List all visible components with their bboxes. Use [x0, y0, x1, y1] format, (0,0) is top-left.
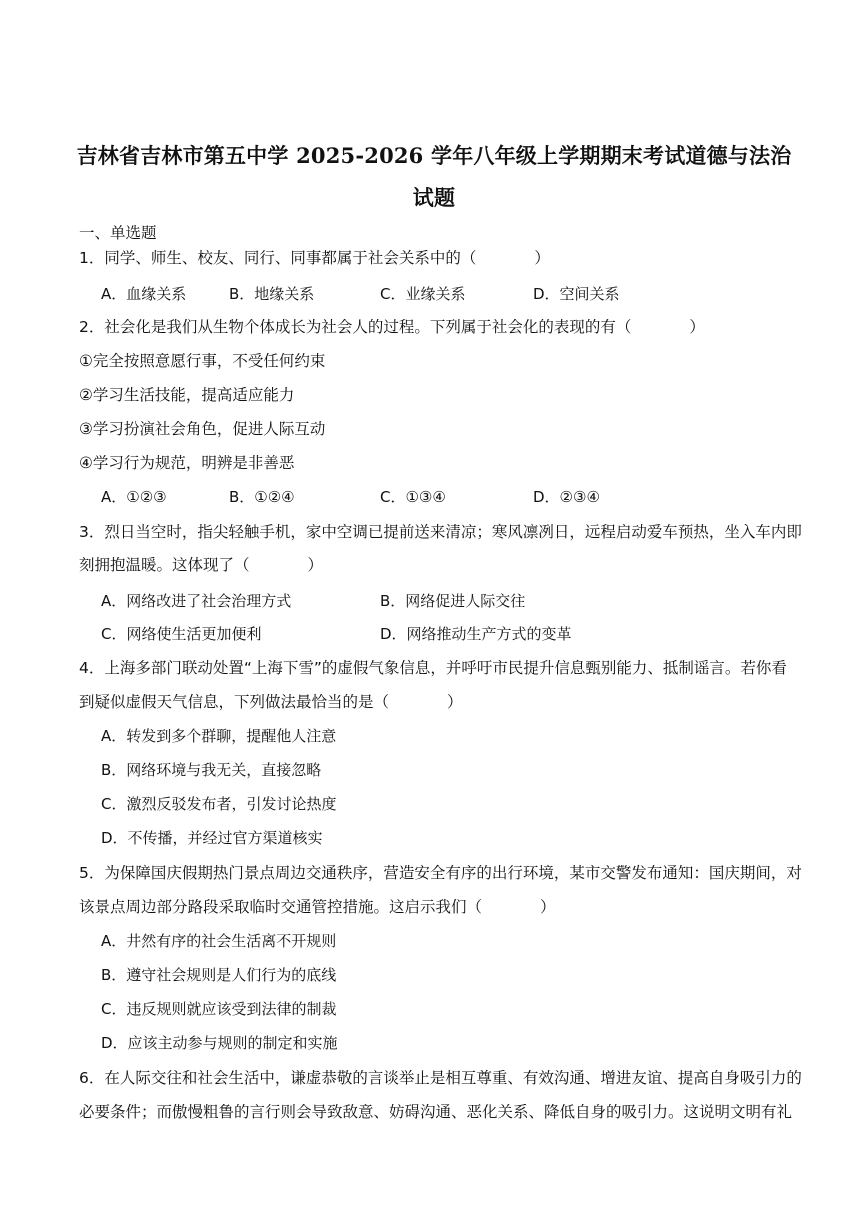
question-5-stem-line2: 该景点周边部分路段采取临时交通管控措施。这启示我们（ ）: [79, 898, 556, 916]
question-2-option-b: B．①②④: [229, 488, 295, 506]
question-4-option-c: C．激烈反驳发布者，引发讨论热度: [101, 795, 337, 813]
question-5-option-b: B．遵守社会规则是人们行为的底线: [101, 966, 337, 984]
question-2-item-3: ③学习扮演社会角色，促进人际互动: [79, 420, 326, 438]
question-2-option-d: D．②③④: [533, 488, 600, 506]
question-4-option-a: A．转发到多个群聊，提醒他人注意: [101, 727, 337, 745]
question-4-stem-line2: 到疑似虚假天气信息，下列做法最恰当的是（ ）: [79, 693, 463, 711]
question-3-stem-line1: 3．烈日当空时，指尖轻触手机，家中空调已提前送来清凉；寒风凛冽日，远程启动爱车预热，坐入车内即: [79, 523, 802, 541]
question-2-stem: 2．社会化是我们从生物个体成长为社会人的过程。下列属于社会化的表现的有（ ）: [79, 318, 705, 336]
question-1-option-d: D．空间关系: [533, 285, 620, 303]
question-3-option-a: A．网络改进了社会治理方式: [101, 592, 292, 610]
exam-title-line2: 试题: [412, 185, 456, 210]
question-5-option-d: D．应该主动参与规则的制定和实施: [101, 1034, 338, 1052]
exam-title-line1: 吉林省吉林市第五中学 2025-2026 学年八年级上学期期末考试道德与法治: [76, 143, 792, 168]
question-2-option-c: C．①③④: [380, 488, 446, 506]
question-1-option-b: B．地缘关系: [229, 285, 315, 303]
question-3-option-b: B．网络促进人际交往: [380, 592, 526, 610]
question-2-option-a: A．①②③: [101, 488, 167, 506]
question-4-stem-line1: 4．上海多部门联动处置“上海下雪”的虚假气象信息，并呼吁市民提升信息甄别能力、抵制谣言。若你看: [79, 659, 787, 677]
question-5-option-a: A．井然有序的社会生活离不开规则: [101, 932, 337, 950]
question-6-stem-line2: 必要条件；而傲慢粗鲁的言行则会导致敌意、妨碍沟通、恶化关系、降低自身的吸引力。这说明文明有礼: [79, 1103, 793, 1121]
question-1-stem: 1．同学、师生、校友、同行、同事都属于社会关系中的（ ）: [79, 249, 550, 267]
question-2-item-4: ④学习行为规范，明辨是非善恶: [79, 454, 295, 472]
question-5-option-c: C．违反规则就应该受到法律的制裁: [101, 1000, 337, 1018]
question-1-option-c: C．业缘关系: [380, 285, 466, 303]
question-3-stem-line2: 刻拥抱温暖。这体现了（ ）: [79, 556, 324, 574]
question-2-item-1: ①完全按照意愿行事，不受任何约束: [79, 352, 326, 370]
question-3-option-d: D．网络推动生产方式的变革: [380, 625, 572, 643]
question-1-option-a: A．血缘关系: [101, 285, 187, 303]
question-4-option-d: D．不传播，并经过官方渠道核实: [101, 829, 323, 847]
question-6-stem-line1: 6．在人际交往和社会生活中，谦虚恭敬的言谈举止是相互尊重、有效沟通、增进友谊、提高自身吸引力的: [79, 1069, 802, 1087]
question-4-option-b: B．网络环境与我无关，直接忽略: [101, 761, 322, 779]
section-heading: 一、单选题: [79, 224, 157, 242]
question-5-stem-line1: 5．为保障国庆假期热门景点周边交通秩序，营造安全有序的出行环境，某市交警发布通知：国庆期间，对: [79, 864, 802, 882]
question-3-option-c: C．网络使生活更加便利: [101, 625, 262, 643]
question-2-item-2: ②学习生活技能，提高适应能力: [79, 386, 295, 404]
